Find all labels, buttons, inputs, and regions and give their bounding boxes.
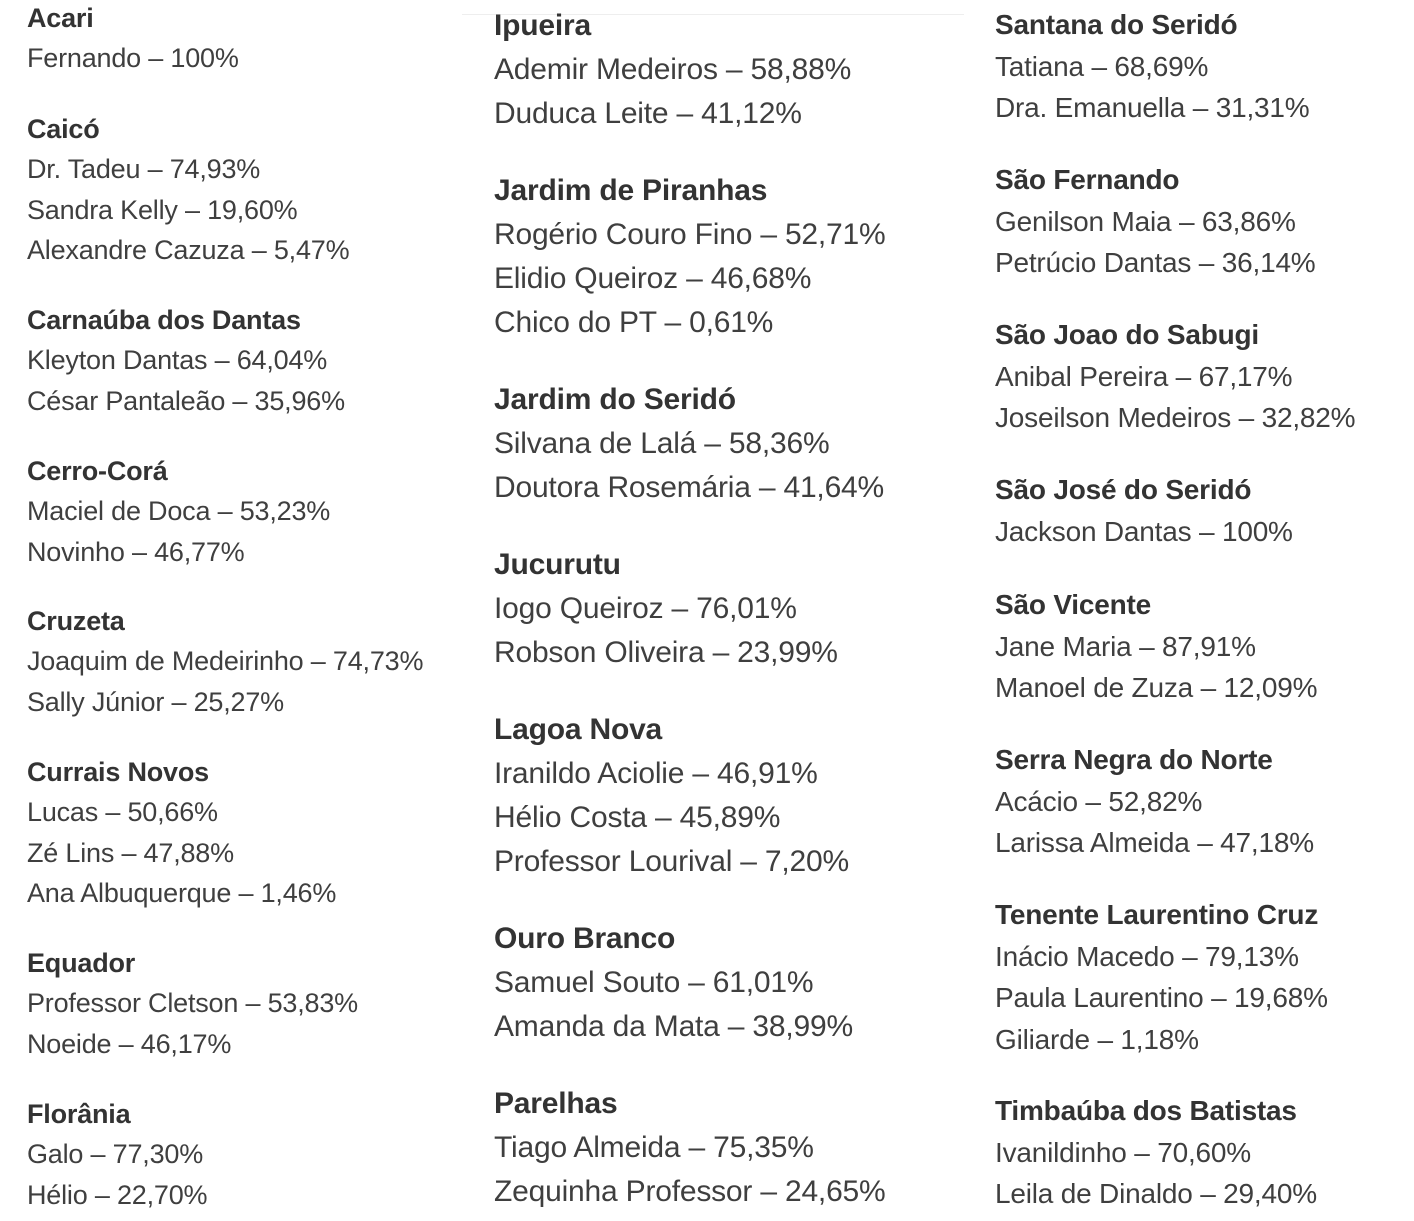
city-block: [27, 943, 358, 1064]
candidate-result: Genilson Maia – 63,86%: [995, 205, 1296, 237]
candidate-result: Rogério Couro Fino – 52,71%: [494, 218, 886, 251]
candidate-result: Jane Maria – 87,91%: [995, 630, 1256, 662]
city-block: [494, 378, 884, 510]
candidate-result: Professor Cletson – 53,83%: [27, 988, 358, 1019]
city-name: Timbaúba dos Batistas: [995, 1095, 1297, 1126]
candidate-result: Joseilson Medeiros – 32,82%: [995, 402, 1356, 433]
city-block: [27, 1094, 207, 1215]
city-block: [494, 1082, 886, 1214]
city-name: São Fernando: [995, 164, 1180, 195]
candidate-result: Larissa Almeida – 47,18%: [995, 827, 1314, 858]
candidate-result: Sally Júnior – 25,27%: [27, 686, 284, 717]
candidate-result: Tiago Almeida – 75,35%: [494, 1131, 814, 1164]
candidate-result: Sandra Kelly – 19,60%: [27, 194, 298, 225]
candidate-result: Doutora Rosemária – 41,64%: [494, 471, 885, 504]
candidate-result: Anibal Pereira – 67,17%: [995, 360, 1293, 392]
candidate-result: Robson Oliveira – 23,99%: [494, 636, 838, 669]
city-name: São Joao do Sabugi: [995, 319, 1259, 350]
city-block: [995, 584, 1317, 709]
city-block: [27, 601, 423, 722]
candidate-result: Zequinha Professor – 24,65%: [494, 1175, 886, 1208]
city-name: Jardim do Seridó: [494, 383, 736, 416]
city-name: Tenente Laurentino Cruz: [995, 899, 1319, 930]
city-block: [995, 159, 1316, 284]
city-block: [494, 169, 886, 345]
candidate-result: Dr. Tadeu – 74,93%: [27, 154, 261, 185]
candidate-result: Dra. Emanuella – 31,31%: [995, 92, 1310, 123]
candidate-result: Samuel Souto – 61,01%: [494, 966, 814, 999]
city-block: [27, 752, 336, 913]
candidate-result: Manoel de Zuza – 12,09%: [995, 672, 1318, 703]
candidate-result: Chico do PT – 0,61%: [494, 306, 774, 339]
candidate-result: Maciel de Doca – 53,23%: [27, 496, 331, 527]
candidate-result: Ademir Medeiros – 58,88%: [494, 53, 852, 86]
city-block: [995, 4, 1309, 129]
city-name: Equador: [27, 948, 136, 978]
city-name: Carnaúba dos Dantas: [27, 305, 301, 335]
city-name: Florânia: [27, 1099, 131, 1129]
candidate-result: Paula Laurentino – 19,68%: [995, 982, 1328, 1013]
candidate-result: Ana Albuquerque – 1,46%: [27, 877, 337, 908]
candidate-result: Hélio Costa – 45,89%: [494, 801, 781, 834]
city-block: [494, 708, 849, 884]
city-name: São Vicente: [995, 589, 1152, 620]
city-block: [27, 0, 239, 79]
city-block: [27, 300, 345, 421]
candidate-result: Giliarde – 1,18%: [995, 1023, 1199, 1055]
city-block: [27, 451, 330, 572]
candidate-result: Petrúcio Dantas – 36,14%: [995, 247, 1316, 278]
candidate-result: Hélio – 22,70%: [27, 1179, 208, 1210]
city-block: [995, 314, 1355, 439]
city-name: Acari: [27, 3, 94, 33]
candidate-result: Amanda da Mata – 38,99%: [494, 1010, 853, 1043]
candidate-result: Iranildo Aciolie – 46,91%: [494, 757, 818, 790]
candidate-result: Silvana de Lalá – 58,36%: [494, 427, 830, 460]
city-name: Jucurutu: [494, 548, 621, 581]
candidate-result: Acácio – 52,82%: [995, 785, 1203, 817]
city-name: Ipueira: [494, 9, 591, 42]
candidate-result: Joaquim de Medeirinho – 74,73%: [27, 646, 424, 677]
city-block: [494, 543, 838, 675]
candidate-result: Duduca Leite – 41,12%: [494, 97, 802, 130]
candidate-result: Iogo Queiroz – 76,01%: [494, 592, 797, 625]
candidate-result: Jackson Dantas – 100%: [995, 515, 1293, 547]
city-block: [995, 894, 1328, 1060]
candidate-result: Galo – 77,30%: [27, 1139, 204, 1170]
city-block: [494, 4, 851, 136]
city-block: [995, 1090, 1317, 1215]
candidate-result: Lucas – 50,66%: [27, 797, 218, 828]
city-name: Jardim de Piranhas: [494, 174, 768, 207]
candidate-result: Alexandre Cazuza – 5,47%: [27, 234, 350, 265]
candidate-result: Leila de Dinaldo – 29,40%: [995, 1178, 1317, 1209]
candidate-result: Elidio Queiroz – 46,68%: [494, 262, 812, 295]
candidate-result: Novinho – 46,77%: [27, 536, 245, 567]
candidate-result: Inácio Macedo – 79,13%: [995, 940, 1299, 972]
candidate-result: Kleyton Dantas – 64,04%: [27, 345, 328, 376]
city-name: Serra Negra do Norte: [995, 744, 1273, 775]
candidate-result: Professor Lourival – 7,20%: [494, 845, 849, 878]
city-block: [494, 917, 853, 1049]
candidate-result: Noeide – 46,17%: [27, 1028, 232, 1059]
city-name: Ouro Branco: [494, 922, 676, 955]
city-name: Cruzeta: [27, 606, 125, 636]
city-block: [995, 469, 1293, 552]
city-name: Cerro-Corá: [27, 456, 168, 486]
city-name: São José do Seridó: [995, 474, 1252, 505]
candidate-result: Zé Lins – 47,88%: [27, 837, 234, 868]
candidate-result: Tatiana – 68,69%: [995, 50, 1209, 82]
candidate-result: César Pantaleão – 35,96%: [27, 385, 345, 416]
city-name: Santana do Seridó: [995, 9, 1238, 40]
candidate-result: Ivanildinho – 70,60%: [995, 1136, 1251, 1168]
city-name: Parelhas: [494, 1087, 618, 1120]
candidate-result: Fernando – 100%: [27, 43, 239, 74]
city-name: Currais Novos: [27, 757, 209, 787]
city-block: [995, 739, 1314, 864]
city-name: Lagoa Nova: [494, 713, 663, 746]
city-name: Caicó: [27, 114, 100, 144]
city-block: [27, 109, 349, 270]
